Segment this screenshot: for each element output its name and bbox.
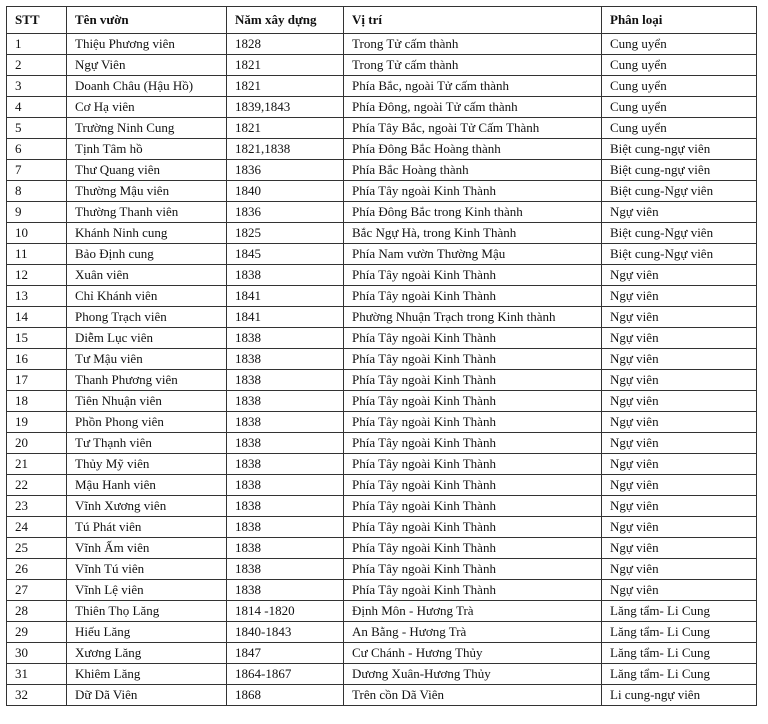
header-location: Vị trí (344, 7, 602, 34)
table-row (7, 370, 757, 391)
cell-location: Phía Đông, ngoài Tử cấm thành (344, 97, 602, 118)
cell-garden-name: Thiên Thọ Lăng (67, 601, 227, 622)
cell-stt: 9 (7, 202, 67, 223)
cell-location: Phường Nhuận Trạch trong Kinh thành (344, 307, 602, 328)
cell-garden-name: Xuân viên (67, 265, 227, 286)
cell-category: Lăng tẩm- Li Cung (602, 601, 757, 622)
cell-year-built: 1838 (227, 517, 344, 538)
table-row (7, 559, 757, 580)
cell-location: Phía Tây Bắc, ngoài Tử Cấm Thành (344, 118, 602, 139)
table-row (7, 622, 757, 643)
table-row (7, 391, 757, 412)
cell-year-built: 1840 (227, 181, 344, 202)
gardens-table-container (6, 6, 757, 706)
cell-garden-name: Tịnh Tâm hồ (67, 139, 227, 160)
cell-stt: 13 (7, 286, 67, 307)
cell-category: Ngự viên (602, 391, 757, 412)
cell-year-built: 1838 (227, 412, 344, 433)
cell-stt: 8 (7, 181, 67, 202)
cell-year-built: 1838 (227, 370, 344, 391)
table-row (7, 118, 757, 139)
cell-stt: 1 (7, 34, 67, 55)
cell-location: Phía Tây ngoài Kinh Thành (344, 370, 602, 391)
cell-garden-name: Chỉ Khánh viên (67, 286, 227, 307)
table-row (7, 580, 757, 601)
cell-category: Ngự viên (602, 538, 757, 559)
cell-category: Biệt cung-ngự viên (602, 160, 757, 181)
table-row (7, 160, 757, 181)
cell-stt: 30 (7, 643, 67, 664)
cell-location: Phía Nam vườn Thường Mậu (344, 244, 602, 265)
cell-location: Phía Tây ngoài Kinh Thành (344, 559, 602, 580)
cell-stt: 6 (7, 139, 67, 160)
cell-category: Ngự viên (602, 580, 757, 601)
table-row (7, 328, 757, 349)
cell-garden-name: Vĩnh Ấm viên (67, 538, 227, 559)
table-row (7, 307, 757, 328)
table-row (7, 223, 757, 244)
table-row (7, 601, 757, 622)
cell-stt: 31 (7, 664, 67, 685)
cell-stt: 10 (7, 223, 67, 244)
cell-category: Biệt cung-ngự viên (602, 139, 757, 160)
cell-garden-name: Thanh Phương viên (67, 370, 227, 391)
cell-year-built: 1839,1843 (227, 97, 344, 118)
cell-stt: 29 (7, 622, 67, 643)
header-category: Phân loại (602, 7, 757, 34)
cell-year-built: 1838 (227, 559, 344, 580)
cell-garden-name: Xương Lăng (67, 643, 227, 664)
cell-stt: 11 (7, 244, 67, 265)
cell-garden-name: Hiếu Lăng (67, 622, 227, 643)
table-row (7, 538, 757, 559)
cell-stt: 21 (7, 454, 67, 475)
cell-garden-name: Ngự Viên (67, 55, 227, 76)
cell-category: Cung uyển (602, 97, 757, 118)
cell-location: Phía Tây ngoài Kinh Thành (344, 286, 602, 307)
header-year-built: Năm xây dựng (227, 7, 344, 34)
header-garden-name: Tên vườn (67, 7, 227, 34)
cell-category: Cung uyển (602, 55, 757, 76)
cell-location: Phía Tây ngoài Kinh Thành (344, 580, 602, 601)
cell-location: Phía Tây ngoài Kinh Thành (344, 433, 602, 454)
cell-year-built: 1838 (227, 580, 344, 601)
cell-category: Ngự viên (602, 433, 757, 454)
cell-garden-name: Tư Thạnh viên (67, 433, 227, 454)
cell-stt: 22 (7, 475, 67, 496)
cell-stt: 16 (7, 349, 67, 370)
cell-stt: 14 (7, 307, 67, 328)
cell-stt: 7 (7, 160, 67, 181)
cell-garden-name: Vĩnh Tú viên (67, 559, 227, 580)
cell-location: Định Môn - Hương Trà (344, 601, 602, 622)
cell-location: Phía Tây ngoài Kinh Thành (344, 517, 602, 538)
table-header (7, 7, 757, 34)
cell-category: Ngự viên (602, 307, 757, 328)
cell-stt: 17 (7, 370, 67, 391)
table-row (7, 181, 757, 202)
cell-garden-name: Khiêm Lăng (67, 664, 227, 685)
cell-year-built: 1841 (227, 307, 344, 328)
cell-category: Biệt cung-Ngự viên (602, 244, 757, 265)
cell-location: Phía Tây ngoài Kinh Thành (344, 181, 602, 202)
cell-garden-name: Diễm Lục viên (67, 328, 227, 349)
cell-year-built: 1838 (227, 349, 344, 370)
cell-year-built: 1838 (227, 265, 344, 286)
cell-stt: 32 (7, 685, 67, 706)
cell-garden-name: Trường Ninh Cung (67, 118, 227, 139)
cell-stt: 26 (7, 559, 67, 580)
cell-year-built: 1838 (227, 433, 344, 454)
table-row (7, 286, 757, 307)
table-row (7, 475, 757, 496)
cell-category: Ngự viên (602, 475, 757, 496)
cell-category: Ngự viên (602, 559, 757, 580)
cell-category: Biệt cung-Ngự viên (602, 181, 757, 202)
cell-stt: 12 (7, 265, 67, 286)
table-row (7, 412, 757, 433)
table-row (7, 517, 757, 538)
cell-year-built: 1825 (227, 223, 344, 244)
cell-category: Ngự viên (602, 370, 757, 391)
header-row (7, 7, 757, 34)
cell-location: Trên cồn Dã Viên (344, 685, 602, 706)
cell-location: Trong Tử cấm thành (344, 34, 602, 55)
cell-garden-name: Khánh Ninh cung (67, 223, 227, 244)
cell-year-built: 1814 -1820 (227, 601, 344, 622)
cell-location: An Bằng - Hương Trà (344, 622, 602, 643)
cell-location: Phía Tây ngoài Kinh Thành (344, 538, 602, 559)
table-body (7, 34, 757, 706)
cell-year-built: 1821 (227, 76, 344, 97)
table-row (7, 664, 757, 685)
cell-stt: 28 (7, 601, 67, 622)
cell-location: Bắc Ngự Hà, trong Kinh Thành (344, 223, 602, 244)
table-row (7, 349, 757, 370)
cell-category: Li cung-ngự viên (602, 685, 757, 706)
cell-stt: 4 (7, 97, 67, 118)
cell-location: Phía Tây ngoài Kinh Thành (344, 496, 602, 517)
cell-garden-name: Vĩnh Xương viên (67, 496, 227, 517)
cell-year-built: 1838 (227, 328, 344, 349)
cell-location: Dương Xuân-Hương Thủy (344, 664, 602, 685)
cell-year-built: 1841 (227, 286, 344, 307)
cell-garden-name: Thủy Mỹ viên (67, 454, 227, 475)
cell-stt: 23 (7, 496, 67, 517)
cell-year-built: 1838 (227, 454, 344, 475)
cell-garden-name: Thường Mậu viên (67, 181, 227, 202)
cell-location: Phía Tây ngoài Kinh Thành (344, 475, 602, 496)
cell-garden-name: Tú Phát viên (67, 517, 227, 538)
cell-category: Ngự viên (602, 265, 757, 286)
cell-garden-name: Bảo Định cung (67, 244, 227, 265)
table-row (7, 76, 757, 97)
cell-year-built: 1838 (227, 475, 344, 496)
cell-stt: 2 (7, 55, 67, 76)
table-row (7, 496, 757, 517)
cell-year-built: 1828 (227, 34, 344, 55)
cell-year-built: 1868 (227, 685, 344, 706)
cell-category: Lăng tẩm- Li Cung (602, 664, 757, 685)
cell-year-built: 1821 (227, 118, 344, 139)
cell-year-built: 1821,1838 (227, 139, 344, 160)
cell-category: Ngự viên (602, 517, 757, 538)
cell-category: Ngự viên (602, 496, 757, 517)
cell-garden-name: Dữ Dã Viên (67, 685, 227, 706)
cell-location: Cư Chánh - Hương Thủy (344, 643, 602, 664)
cell-category: Ngự viên (602, 202, 757, 223)
cell-garden-name: Doanh Châu (Hậu Hồ) (67, 76, 227, 97)
cell-location: Phía Đông Bắc trong Kinh thành (344, 202, 602, 223)
cell-category: Biệt cung-Ngự viên (602, 223, 757, 244)
cell-year-built: 1838 (227, 538, 344, 559)
cell-stt: 15 (7, 328, 67, 349)
cell-stt: 27 (7, 580, 67, 601)
cell-location: Phía Tây ngoài Kinh Thành (344, 349, 602, 370)
cell-location: Trong Tử cấm thành (344, 55, 602, 76)
cell-stt: 24 (7, 517, 67, 538)
cell-garden-name: Thư Quang viên (67, 160, 227, 181)
cell-year-built: 1847 (227, 643, 344, 664)
cell-garden-name: Mậu Hanh viên (67, 475, 227, 496)
cell-year-built: 1838 (227, 391, 344, 412)
cell-location: Phía Đông Bắc Hoàng thành (344, 139, 602, 160)
cell-location: Phía Tây ngoài Kinh Thành (344, 454, 602, 475)
table-row (7, 139, 757, 160)
cell-year-built: 1845 (227, 244, 344, 265)
cell-location: Phía Tây ngoài Kinh Thành (344, 391, 602, 412)
header-stt: STT (7, 7, 67, 34)
cell-garden-name: Phong Trạch viên (67, 307, 227, 328)
cell-year-built: 1836 (227, 202, 344, 223)
table-row (7, 202, 757, 223)
cell-year-built: 1821 (227, 55, 344, 76)
cell-category: Ngự viên (602, 286, 757, 307)
cell-year-built: 1838 (227, 496, 344, 517)
cell-category: Ngự viên (602, 454, 757, 475)
table-row (7, 244, 757, 265)
cell-category: Lăng tẩm- Li Cung (602, 622, 757, 643)
cell-garden-name: Phồn Phong viên (67, 412, 227, 433)
table-row (7, 97, 757, 118)
table-row (7, 265, 757, 286)
table-row (7, 433, 757, 454)
table-row (7, 643, 757, 664)
table-row (7, 454, 757, 475)
cell-year-built: 1836 (227, 160, 344, 181)
cell-stt: 18 (7, 391, 67, 412)
cell-location: Phía Tây ngoài Kinh Thành (344, 328, 602, 349)
cell-garden-name: Thường Thanh viên (67, 202, 227, 223)
cell-category: Ngự viên (602, 328, 757, 349)
cell-location: Phía Bắc, ngoài Tử cấm thành (344, 76, 602, 97)
cell-garden-name: Thiệu Phương viên (67, 34, 227, 55)
table-row (7, 34, 757, 55)
cell-category: Ngự viên (602, 412, 757, 433)
cell-category: Cung uyển (602, 34, 757, 55)
cell-stt: 25 (7, 538, 67, 559)
cell-garden-name: Tiên Nhuận viên (67, 391, 227, 412)
cell-garden-name: Vĩnh Lệ viên (67, 580, 227, 601)
cell-stt: 5 (7, 118, 67, 139)
cell-location: Phía Bắc Hoàng thành (344, 160, 602, 181)
cell-year-built: 1864-1867 (227, 664, 344, 685)
cell-stt: 19 (7, 412, 67, 433)
table-row (7, 685, 757, 706)
cell-garden-name: Cơ Hạ viên (67, 97, 227, 118)
cell-location: Phía Tây ngoài Kinh Thành (344, 412, 602, 433)
cell-garden-name: Tư Mậu viên (67, 349, 227, 370)
cell-category: Cung uyển (602, 118, 757, 139)
cell-stt: 20 (7, 433, 67, 454)
cell-stt: 3 (7, 76, 67, 97)
cell-location: Phía Tây ngoài Kinh Thành (344, 265, 602, 286)
cell-year-built: 1840-1843 (227, 622, 344, 643)
gardens-table (6, 6, 757, 706)
cell-category: Cung uyển (602, 76, 757, 97)
cell-category: Ngự viên (602, 349, 757, 370)
table-row (7, 55, 757, 76)
cell-category: Lăng tẩm- Li Cung (602, 643, 757, 664)
